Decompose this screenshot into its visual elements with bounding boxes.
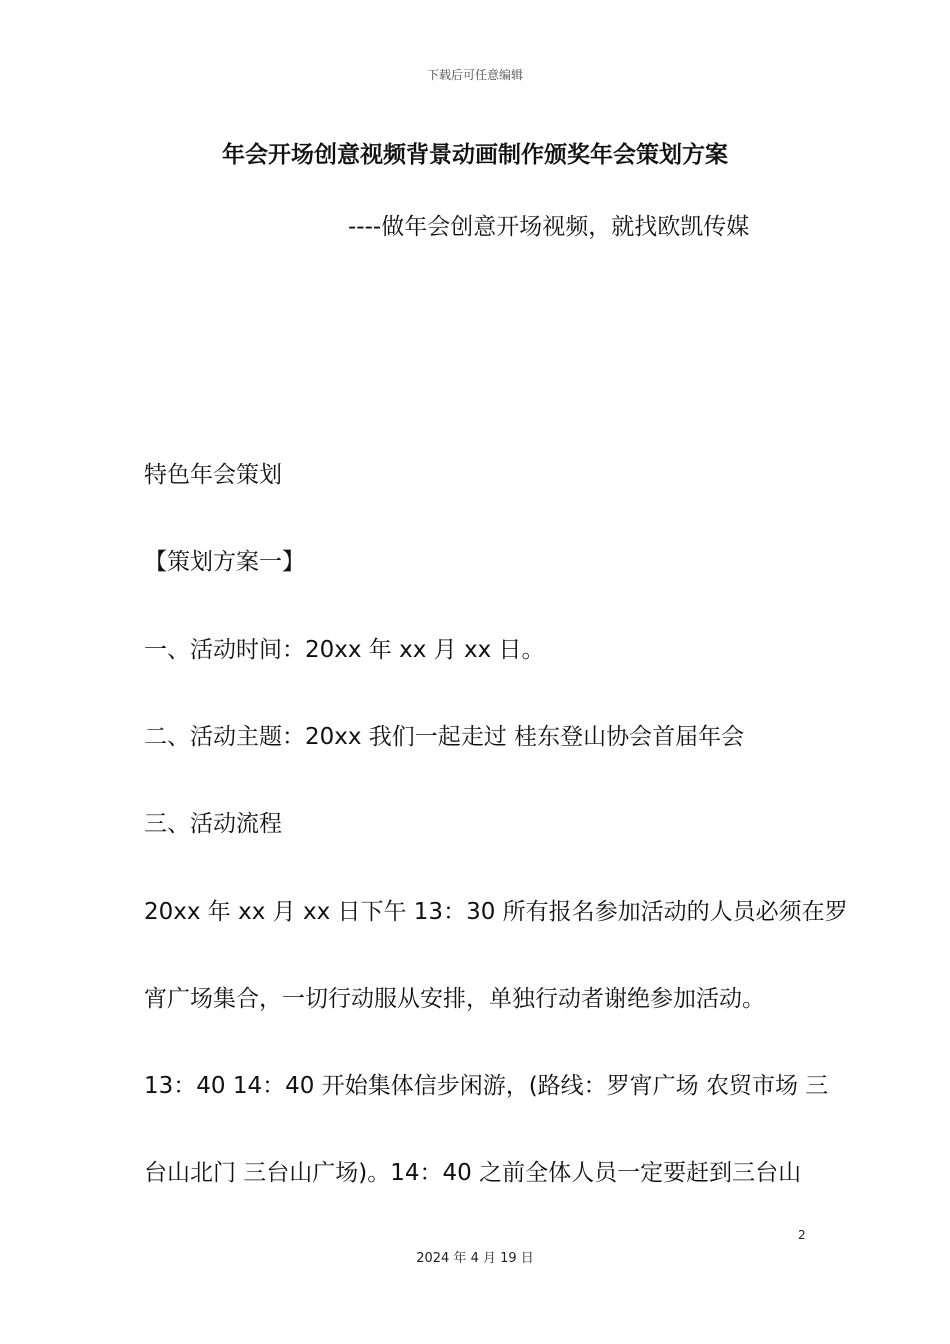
page-number: 2 (798, 1228, 806, 1242)
document-title: 年会开场创意视频背景动画制作颁奖年会策划方案 (222, 142, 728, 168)
body-paragraph: 三、活动流程 (144, 811, 282, 837)
body-paragraph: 台山北门 三台山广场)。14：40 之前全体人员一定要赶到三台山 (144, 1160, 802, 1186)
footer-date: 2024 年 4 月 19 日 (416, 1251, 534, 1266)
document-subtitle: ----做年会创意开场视频，就找欧凯传媒 (348, 214, 750, 240)
body-paragraph: 13：40 14：40 开始集体信步闲游，(路线：罗宵广场 农贸市场 三 (144, 1073, 829, 1099)
body-paragraph: 一、活动时间：20xx 年 xx 月 xx 日。 (144, 637, 545, 663)
header-note: 下载后可任意编辑 (426, 68, 523, 82)
plan-heading: 【策划方案一】 (144, 549, 305, 575)
body-paragraph: 20xx 年 xx 月 xx 日下午 13：30 所有报名参加活动的人员必须在罗 (144, 899, 848, 925)
section-heading: 特色年会策划 (144, 462, 282, 488)
body-paragraph: 宵广场集合，一切行动服从安排，单独行动者谢绝参加活动。 (144, 986, 765, 1012)
body-paragraph: 二、活动主题：20xx 我们一起走过 桂东登山协会首届年会 (144, 724, 745, 750)
